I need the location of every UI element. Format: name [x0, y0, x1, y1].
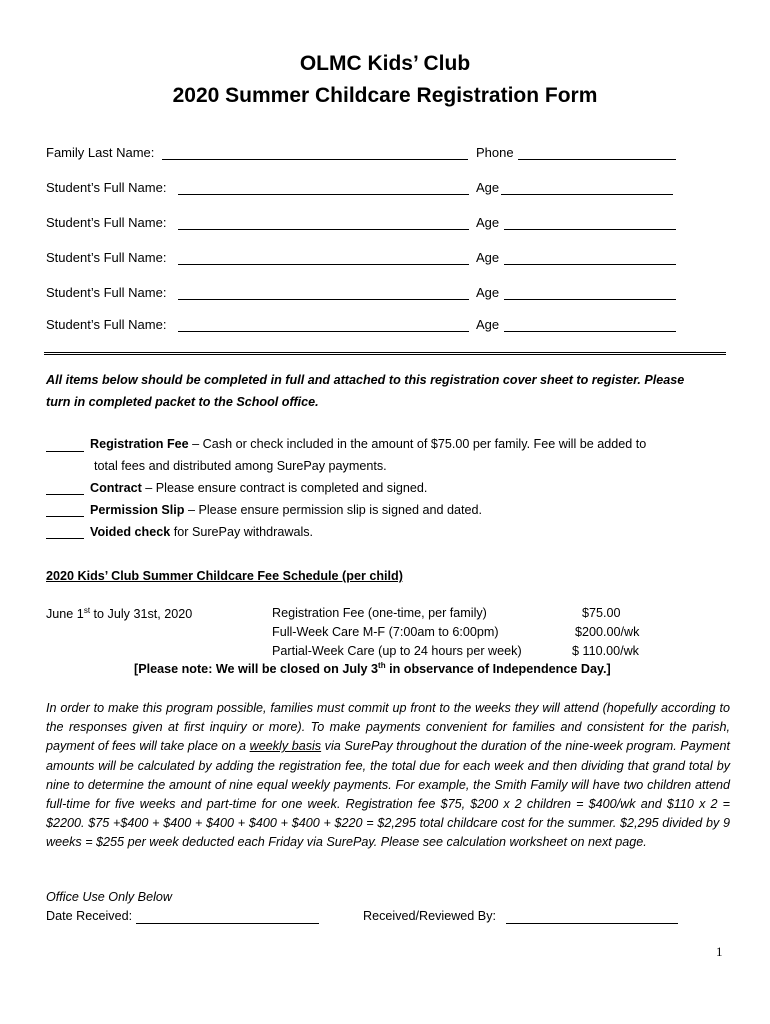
student-name-label: Student’s Full Name:: [46, 285, 167, 300]
schedule-price: $ 110.00/wk: [572, 644, 639, 658]
closure-note: [134, 661, 611, 676]
contract-check-field[interactable]: [46, 494, 84, 495]
closure-note-b: in observance of Independence Day.]: [385, 662, 611, 677]
fee-schedule-heading: 2020 Kids’ Club Summer Childcare Fee Schedule (per child): [46, 569, 403, 583]
paragraph-part1: In order to make this program possible, families must commit up front to the weeks they will attend (hopefully according to the responses given at first inquiry or more). To make payments convenient for families and consistent for the parish, payment of fees will take place on a: [46, 701, 730, 754]
student-name-field[interactable]: [178, 229, 469, 230]
permission-slip-check-field[interactable]: [46, 516, 84, 517]
date-received-label: Date Received:: [46, 909, 133, 923]
checklist-item-text: – Please ensure permission slip is signed and dated.: [184, 503, 483, 517]
student-age-field[interactable]: [504, 229, 676, 230]
student-age-label: Age: [476, 317, 500, 332]
payment-explanation-paragraph: [46, 699, 730, 853]
checklist-item: [90, 525, 313, 539]
student-name-field[interactable]: [178, 264, 469, 265]
checklist-item-text: – Please ensure contract is completed and signed.: [141, 481, 428, 495]
reviewed-by-label: Received/Reviewed By:: [363, 909, 496, 923]
form-title-line1: OLMC Kids’ Club: [299, 52, 471, 75]
weekly-basis-text: weekly basis: [249, 739, 322, 754]
student-age-field[interactable]: [504, 264, 676, 265]
checklist-item: [90, 503, 482, 517]
schedule-date-range-sup: st: [83, 606, 91, 615]
student-age-label: Age: [476, 180, 500, 195]
closure-note-a: [Please note: We will be closed on July 3: [134, 662, 379, 677]
date-received-field[interactable]: [136, 923, 319, 924]
checklist-item-title: Registration Fee: [90, 437, 189, 451]
student-age-label: Age: [476, 250, 500, 265]
schedule-item: Registration Fee (one-time, per family): [272, 606, 487, 620]
schedule-item: Full-Week Care M-F (7:00am to 6:00pm): [272, 625, 499, 639]
closure-note-sup: th: [378, 661, 386, 670]
reviewed-by-field[interactable]: [506, 923, 678, 924]
student-name-label: Student’s Full Name:: [46, 215, 167, 230]
registration-fee-check-field[interactable]: [46, 451, 84, 452]
checklist-item: [90, 481, 427, 495]
checklist-item-title: Voided check: [90, 525, 171, 539]
student-name-label: Student’s Full Name:: [46, 180, 167, 195]
student-age-field[interactable]: [504, 299, 676, 300]
family-last-name-label: Family Last Name:: [46, 145, 155, 160]
student-age-field[interactable]: [501, 194, 673, 195]
voided-check-check-field[interactable]: [46, 538, 84, 539]
schedule-date-range-b: to July 31st, 2020: [90, 607, 193, 622]
student-age-label: Age: [476, 285, 500, 300]
checklist-item-title: Permission Slip: [90, 503, 185, 517]
paragraph-part2: via SurePay throughout the duration of the nine-week program. Payment amounts will be calculated by adding the registration fee, the total due for each week and then dividing that grand total by nine to determine the amount of nine equal weekly payments. For example, the Smith Family will have two children attend full-time for five weeks and part-time for one week. Registration fee $75, $200 x 2 children = $400/wk and $110 x 2 = $2200. $75 +$400 + $400 + $400 + $400 + $400 + $220 = $2,295 total childcare cost for the summer. $2,295 divided by 9 weeks = $255 per week deducted each Friday via SurePay. Please see calculation worksheet on next page.: [46, 739, 731, 850]
student-name-field[interactable]: [178, 299, 469, 300]
form-title-line2: 2020 Summer Childcare Registration Form: [172, 84, 598, 107]
phone-label: Phone: [476, 145, 514, 160]
checklist-item-continuation: total fees and distributed among SurePay payments.: [94, 459, 387, 473]
checklist-item-text: for SurePay withdrawals.: [170, 525, 314, 539]
student-name-field[interactable]: [178, 194, 469, 195]
student-name-label: Student’s Full Name:: [46, 250, 167, 265]
checklist-item-title: Contract: [90, 481, 142, 495]
schedule-item: Partial-Week Care (up to 24 hours per week): [272, 644, 522, 658]
family-last-name-field[interactable]: [162, 159, 468, 160]
page-number: 1: [716, 944, 723, 959]
schedule-price: $200.00/wk: [575, 625, 640, 639]
checklist-item: [90, 437, 646, 451]
section-divider: [44, 352, 726, 355]
student-age-field[interactable]: [504, 331, 676, 332]
student-name-field[interactable]: [178, 331, 469, 332]
checklist-item-text: – Cash or check included in the amount of $75.00 per family. Fee will be added to: [188, 437, 647, 451]
schedule-price: $75.00: [582, 606, 621, 620]
student-age-label: Age: [476, 215, 500, 230]
student-name-label: Student’s Full Name:: [46, 317, 167, 332]
instructions-line1: All items below should be completed in full and attached to this registration cover sheet to register. Please: [46, 373, 685, 387]
schedule-date-range: [46, 606, 192, 621]
instructions-line2: turn in completed packet to the School office.: [46, 395, 319, 409]
phone-field[interactable]: [518, 159, 676, 160]
schedule-date-range-a: June 1: [46, 607, 84, 622]
office-use-heading: Office Use Only Below: [46, 890, 172, 904]
